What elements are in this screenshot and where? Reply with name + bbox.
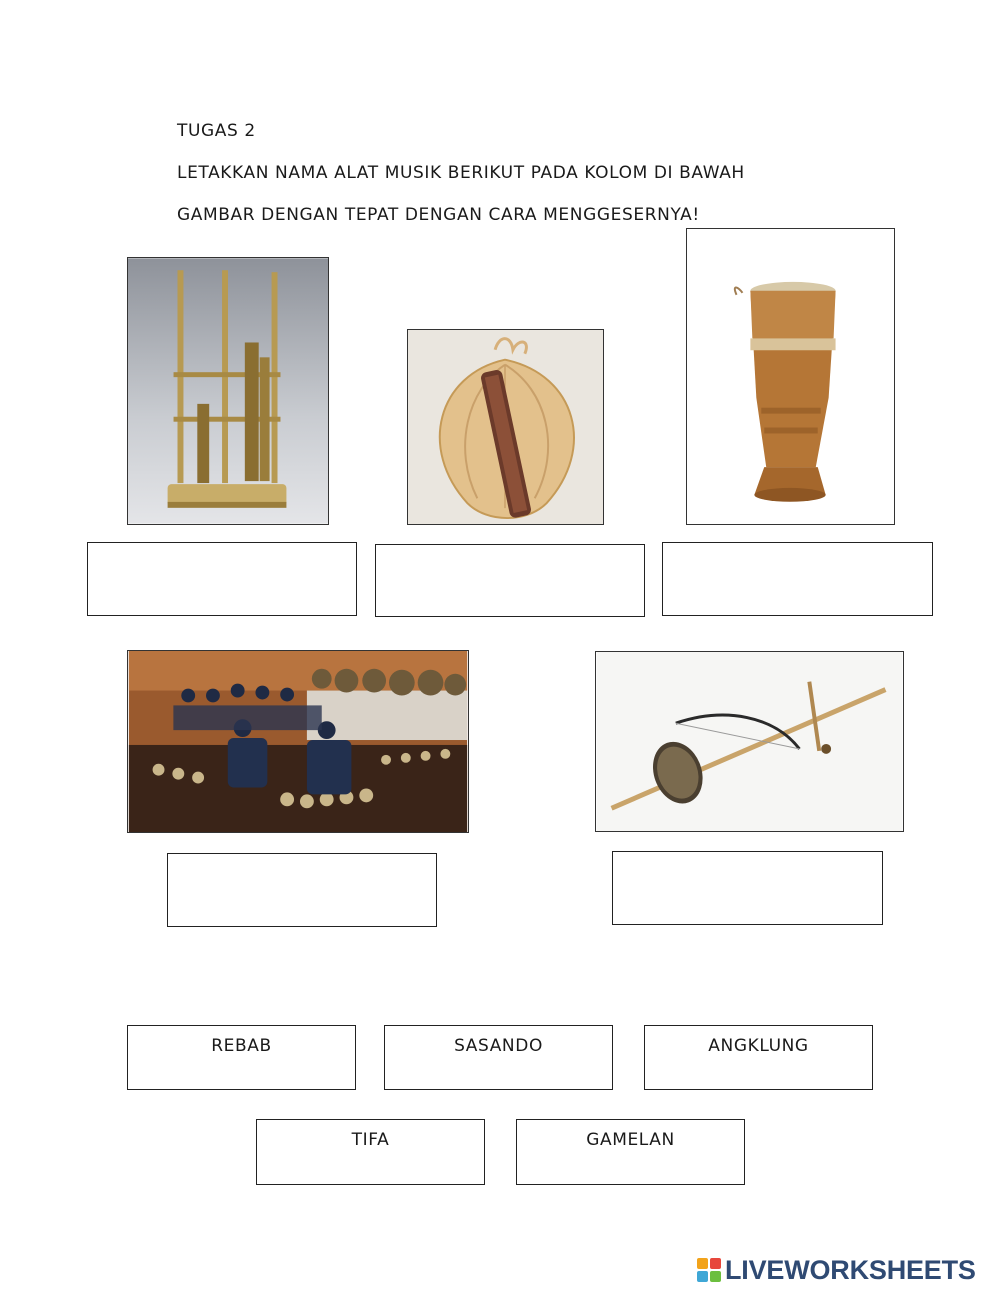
word-sasando[interactable]: SASANDO [384,1025,613,1090]
answer-box-rebab[interactable] [612,851,883,925]
liveworksheets-logo-icon [697,1258,721,1282]
angklung-image [127,257,329,525]
word-angklung[interactable]: ANGKLUNG [644,1025,873,1090]
word-tifa[interactable]: TIFA [256,1119,485,1185]
gamelan-image [127,650,469,833]
angklung-icon [128,258,328,524]
tifa-icon [687,229,894,524]
answer-box-tifa[interactable] [662,542,933,616]
answer-box-sasando[interactable] [375,544,645,617]
gamelan-icon [128,651,468,832]
sasando-icon [408,330,603,524]
instruction-line-2: GAMBAR DENGAN TEPAT DENGAN CARA MENGGESERNYA! [177,205,700,225]
sasando-image [407,329,604,525]
answer-box-gamelan[interactable] [167,853,437,927]
liveworksheets-logo [697,1254,976,1286]
answer-box-angklung[interactable] [87,542,357,616]
rebab-image [595,651,904,832]
word-rebab[interactable]: REBAB [127,1025,356,1090]
brand-name: LIVEWORKSHEETS [725,1254,976,1285]
rebab-icon [596,652,903,831]
instruction-line-1: LETAKKAN NAMA ALAT MUSIK BERIKUT PADA KOLOM DI BAWAH [177,163,745,183]
tifa-image [686,228,895,525]
word-gamelan[interactable]: GAMELAN [516,1119,745,1185]
task-title: TUGAS 2 [177,121,256,141]
